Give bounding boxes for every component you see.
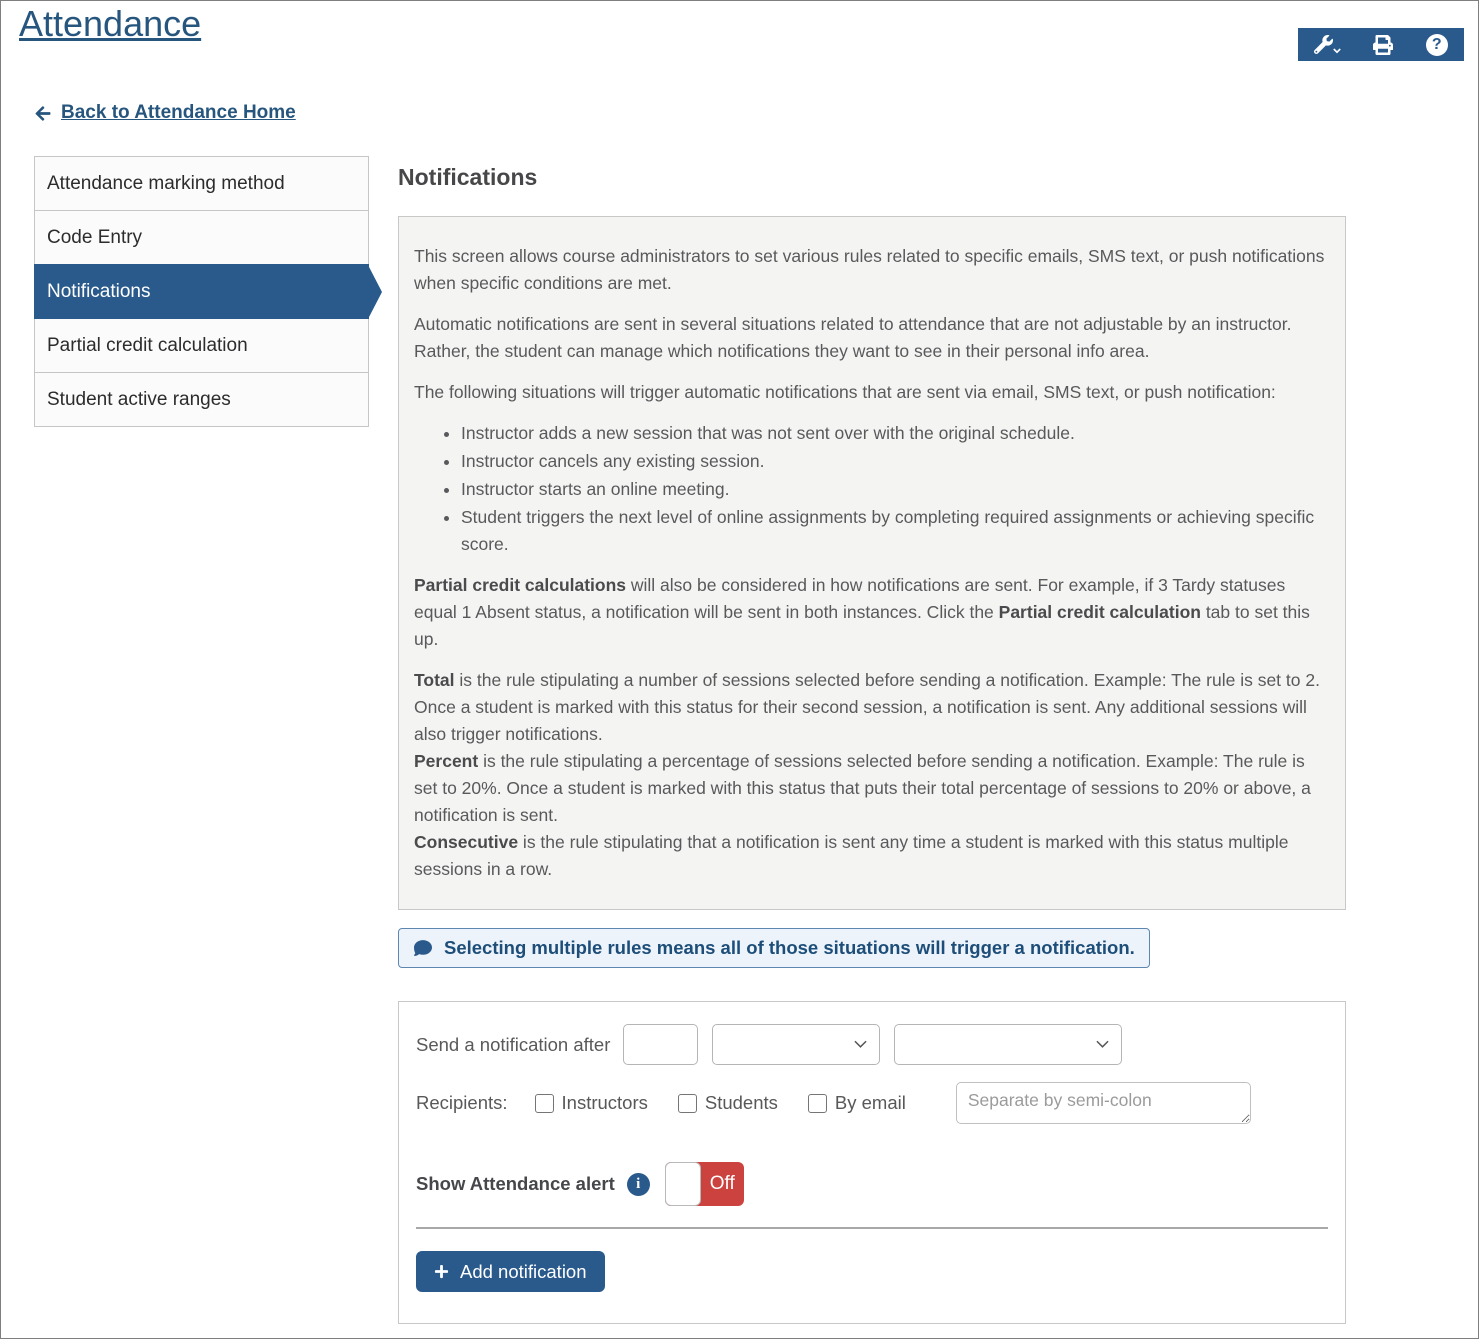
checkbox-label: Students bbox=[704, 1092, 778, 1113]
notification-rule-form bbox=[398, 1001, 1346, 1324]
info-icon[interactable]: i bbox=[627, 1173, 650, 1196]
caret-down-icon bbox=[1333, 48, 1341, 54]
email-addresses-textarea[interactable] bbox=[956, 1082, 1251, 1124]
main-panel bbox=[398, 156, 1346, 1324]
sidebar-item-attendance-marking-method[interactable]: Attendance marking method bbox=[34, 156, 369, 211]
recipient-option-students[interactable] bbox=[678, 1092, 778, 1114]
rule-definition-total: Total is the rule stipulating a number of sessions selected before sending a notification. Example: The rule is set to 2. Once a student is marked with this status for their second session, a notification is sent. Any additional sessions will also trigger notifications. bbox=[414, 670, 1320, 744]
info-callout bbox=[398, 928, 1150, 968]
students-checkbox[interactable] bbox=[678, 1094, 697, 1113]
callout-text: Selecting multiple rules means all of those situations will trigger a notification. bbox=[444, 937, 1135, 958]
help-button[interactable] bbox=[1426, 34, 1448, 56]
help-paragraph: Partial credit calculations will also be considered in how notifications are sent. For example, if 3 Tardy statuses equal 1 Absent status, a notification will be sent in both instances. Click the Partial credit calculation tab to set this up. bbox=[414, 575, 1310, 649]
chevron-down-icon bbox=[1096, 1040, 1109, 1049]
show-attendance-alert-label: Show Attendance alert bbox=[416, 1173, 615, 1194]
checkbox-label: By email bbox=[834, 1092, 906, 1113]
section-heading: Notifications bbox=[398, 164, 538, 190]
rule-definition-consecutive: Consecutive is the rule stipulating that a notification is sent any time a student is marked with this status multiple sessions in a row. bbox=[414, 832, 1289, 879]
back-link-label: Back to Attendance Home bbox=[61, 102, 296, 123]
sidebar-item-notifications[interactable]: Notifications bbox=[34, 264, 369, 319]
notifications-help-text bbox=[398, 216, 1346, 910]
help-icon: ? bbox=[1426, 34, 1448, 56]
sidebar-item-student-active-ranges[interactable]: Student active ranges bbox=[34, 372, 369, 427]
status-select[interactable] bbox=[712, 1024, 880, 1065]
arrow-left-icon bbox=[34, 105, 52, 122]
recipients-label: Recipients: bbox=[416, 1092, 508, 1113]
recipient-option-instructors[interactable] bbox=[535, 1092, 648, 1114]
list-item: • Instructor cancels any existing session. bbox=[461, 448, 1330, 475]
plus-icon bbox=[434, 1264, 449, 1279]
back-link[interactable] bbox=[34, 102, 296, 124]
help-paragraph: The following situations will trigger automatic notifications that are sent via email, SMS text, or push notification: bbox=[414, 382, 1276, 402]
rule-definitions bbox=[414, 667, 1330, 883]
sidebar-item-partial-credit-calculation[interactable]: Partial credit calculation bbox=[34, 318, 369, 373]
list-item: • Instructor adds a new session that was not sent over with the original schedule. bbox=[461, 420, 1330, 447]
form-divider bbox=[416, 1227, 1328, 1229]
page-title[interactable]: Attendance bbox=[19, 3, 202, 44]
wrench-icon bbox=[1314, 35, 1333, 54]
help-paragraph: This screen allows course administrators to set various rules related to specific emails, SMS text, or push notifications when specific conditions are met. bbox=[414, 246, 1325, 293]
send-after-label: Send a notification after bbox=[416, 1033, 611, 1055]
add-notification-button[interactable] bbox=[416, 1251, 605, 1292]
comment-icon bbox=[413, 939, 433, 957]
print-icon bbox=[1373, 35, 1393, 55]
tools-menu-button[interactable] bbox=[1314, 35, 1341, 54]
rule-definition-percent: Percent is the rule stipulating a percentage of sessions selected before sending a notification. Example: The rule is set to 20%. Once a student is marked with this status that puts their total percentage of sessions to 20% or above, a notification is sent. bbox=[414, 751, 1311, 825]
checkbox-label: Instructors bbox=[561, 1092, 648, 1113]
sidebar-item-code-entry[interactable]: Code Entry bbox=[34, 210, 369, 265]
settings-nav bbox=[34, 156, 369, 427]
add-notification-label: Add notification bbox=[460, 1260, 587, 1282]
trigger-situations-list bbox=[414, 420, 1330, 558]
rule-type-select[interactable] bbox=[894, 1024, 1122, 1065]
attendance-alert-toggle[interactable] bbox=[665, 1162, 744, 1206]
list-item: • Student triggers the next level of online assignments by completing required assignments or achieving specific score. bbox=[461, 504, 1330, 558]
print-button[interactable] bbox=[1373, 35, 1393, 55]
toggle-state-label: Off bbox=[709, 1173, 735, 1194]
instructors-checkbox[interactable] bbox=[535, 1094, 554, 1113]
list-item: • Instructor starts an online meeting. bbox=[461, 476, 1330, 503]
help-paragraph: Automatic notifications are sent in several situations related to attendance that are not adjustable by an instructor. Rather, the student can manage which notifications they want to see in their personal info area. bbox=[414, 314, 1292, 361]
by-email-checkbox[interactable] bbox=[808, 1094, 827, 1113]
recipient-option-by-email[interactable] bbox=[808, 1092, 906, 1114]
toggle-knob bbox=[665, 1162, 701, 1206]
chevron-down-icon bbox=[854, 1040, 867, 1049]
session-count-input[interactable] bbox=[623, 1024, 698, 1065]
page-toolbar bbox=[1298, 28, 1464, 61]
